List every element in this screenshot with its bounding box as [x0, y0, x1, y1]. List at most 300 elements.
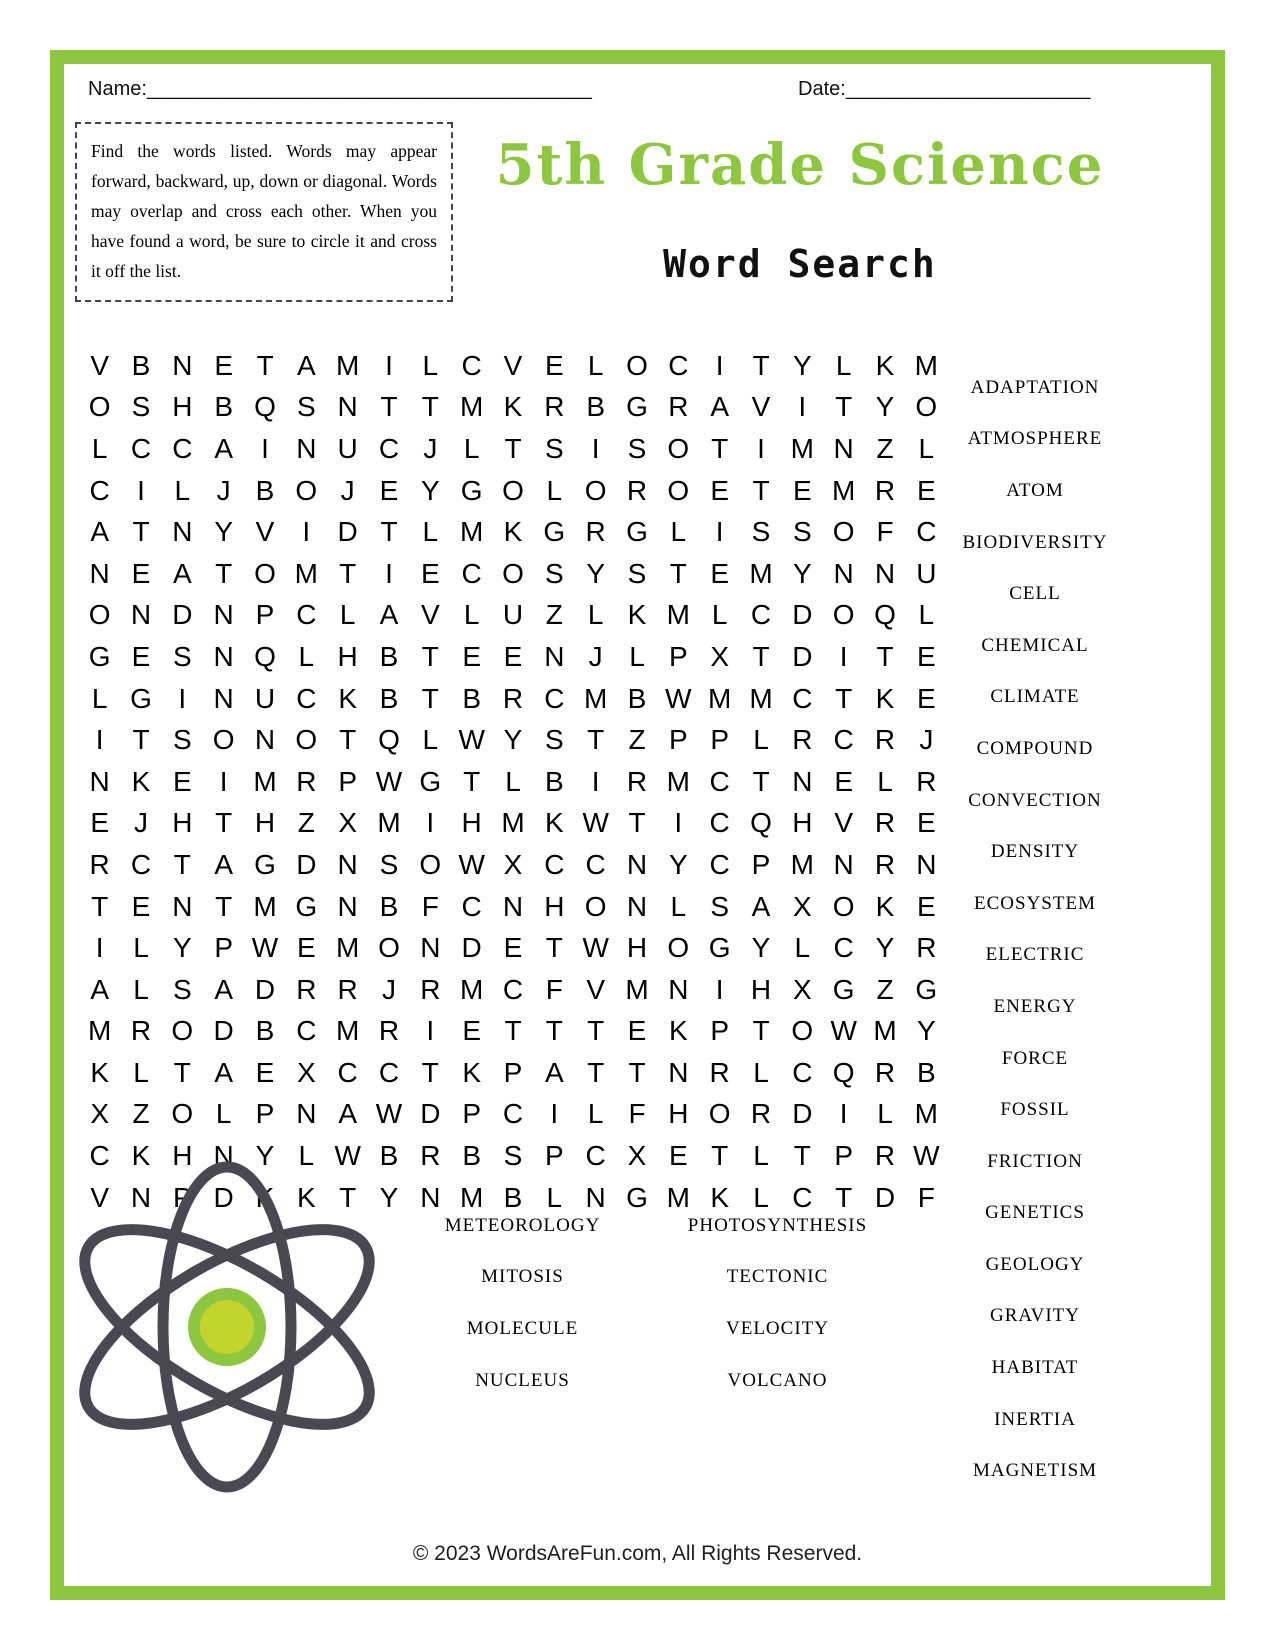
grid-cell: L	[753, 1181, 769, 1213]
page-subtitle: Word Search	[663, 242, 937, 286]
grid-cell: T	[339, 557, 357, 589]
grid-cell: C	[378, 432, 400, 464]
grid-cell: B	[462, 682, 481, 714]
grid-cell: I	[839, 640, 848, 672]
word-list-item: FORCE	[1001, 1047, 1069, 1069]
grid-cell: E	[792, 474, 812, 506]
grid-cell: C	[585, 848, 606, 880]
grid-cell: G	[254, 848, 276, 880]
grid-cell: A	[214, 432, 233, 464]
grid-cell: R	[130, 1015, 152, 1047]
grid-cell: H	[337, 640, 358, 672]
word-list-item: GRAVITY	[989, 1305, 1081, 1327]
grid-cell: N	[213, 599, 234, 631]
grid-cell: C	[337, 1056, 358, 1088]
grid-cell: D	[874, 1181, 896, 1213]
grid-cell: T	[132, 516, 150, 548]
grid-cell: L	[753, 724, 769, 756]
grid-cell: L	[546, 1181, 563, 1213]
word-list-item: MOLECULE	[466, 1317, 579, 1339]
grid-cell: T	[504, 1015, 522, 1047]
grid-cell: O	[295, 724, 318, 756]
word-list-item: BIODIVERSITY	[962, 531, 1108, 553]
grid-cell: T	[835, 682, 853, 714]
grid-cell: L	[670, 516, 687, 548]
grid-cell: L	[133, 932, 149, 964]
grid-cell: T	[587, 724, 605, 756]
grid-cell: C	[544, 848, 565, 880]
grid-cell: E	[916, 640, 936, 672]
grid-cell: V	[586, 973, 605, 1005]
grid-cell: S	[131, 391, 151, 423]
grid-cell: M	[790, 432, 814, 464]
grid-cell: P	[834, 1140, 853, 1172]
grid-cell: M	[749, 682, 773, 714]
grid-cell: P	[668, 724, 688, 756]
grid-cell: I	[715, 349, 724, 381]
grid-cell: Y	[751, 932, 771, 964]
grid-cell: X	[710, 640, 729, 672]
word-list-item: GEOLOGY	[985, 1253, 1085, 1275]
word-list-item: PHOTOSYNTHESIS	[687, 1214, 868, 1236]
grid-cell: C	[502, 1098, 524, 1130]
grid-cell: L	[298, 1140, 315, 1172]
header-row	[88, 78, 1188, 108]
grid-cell: N	[792, 765, 813, 797]
grid-cell: E	[172, 765, 192, 797]
grid-cell: N	[833, 432, 854, 464]
grid-cell: O	[667, 432, 690, 464]
grid-cell: D	[337, 516, 358, 548]
grid-cell: T	[339, 1181, 357, 1213]
grid-cell: Z	[628, 724, 646, 756]
grid-cell: R	[792, 724, 813, 756]
grid-cell: Q	[378, 724, 400, 756]
name-field	[88, 78, 592, 101]
grid-cell: S	[172, 640, 192, 672]
grid-cell: N	[626, 848, 648, 880]
grid-cell: R	[502, 682, 524, 714]
word-list-item: ADAPTATION	[970, 376, 1100, 398]
grid-cell: A	[214, 848, 233, 880]
grid-cell: T	[876, 640, 894, 672]
grid-cell: L	[463, 432, 480, 464]
grid-cell: A	[90, 516, 109, 548]
grid-cell: T	[835, 391, 853, 423]
grid-cell: O	[295, 474, 318, 506]
grid-cell: L	[422, 349, 439, 381]
grid-cell: R	[378, 1015, 400, 1047]
grid-cell: R	[709, 1056, 730, 1088]
word-list-item: MITOSIS	[481, 1266, 564, 1288]
grid-cell: E	[131, 640, 151, 672]
grid-cell: T	[545, 932, 563, 964]
grid-cell: A	[544, 1056, 564, 1088]
grid-cell: B	[379, 682, 399, 714]
grid-cell: C	[296, 682, 317, 714]
grid-cell: C	[130, 848, 152, 880]
word-list-item: HABITAT	[991, 1357, 1079, 1379]
grid-cell: O	[88, 391, 111, 423]
grid-cell: D	[213, 1015, 234, 1047]
grid-cell: S	[172, 724, 192, 756]
grid-cell: S	[296, 391, 316, 423]
grid-cell: N	[130, 599, 152, 631]
grid-cell: M	[666, 765, 690, 797]
grid-cell: M	[914, 1098, 938, 1130]
word-list-side	[935, 362, 1135, 1497]
grid-cell: T	[835, 1181, 853, 1213]
grid-cell: K	[668, 1015, 688, 1047]
grid-cell: M	[253, 765, 277, 797]
grid-cell: L	[918, 599, 935, 631]
grid-cell: G	[130, 682, 152, 714]
word-list-item: VELOCITY	[726, 1317, 829, 1339]
grid-cell: S	[627, 557, 647, 589]
grid-cell: I	[426, 1015, 435, 1047]
grid-cell: B	[379, 1140, 399, 1172]
grid-cell: B	[214, 391, 233, 423]
grid-cell: T	[587, 1056, 605, 1088]
grid-cell: K	[875, 682, 895, 714]
word-list-item: ELECTRIC	[985, 944, 1085, 966]
word-list-item: DENSITY	[990, 841, 1080, 863]
grid-cell: F	[876, 516, 894, 548]
grid-cell: J	[423, 432, 438, 464]
date-label: Date:	[798, 78, 846, 100]
grid-cell: D	[296, 848, 317, 880]
grid-cell: K	[462, 1056, 481, 1088]
grid-cell: I	[95, 932, 104, 964]
grid-cell: X	[296, 1056, 316, 1088]
grid-cell: I	[591, 432, 600, 464]
grid-cell: N	[668, 1056, 689, 1088]
grid-cell: N	[130, 1181, 152, 1213]
grid-cell: Y	[420, 474, 440, 506]
grid-cell: V	[255, 516, 275, 548]
grid-cell: C	[502, 973, 524, 1005]
word-list-item: NUCLEUS	[475, 1369, 570, 1391]
grid-cell: E	[710, 474, 729, 506]
grid-cell: J	[588, 640, 603, 672]
grid-cell: E	[379, 474, 399, 506]
grid-cell: Q	[750, 807, 772, 839]
grid-cell: R	[874, 848, 896, 880]
grid-cell: W	[830, 1015, 857, 1047]
grid-cell: M	[459, 516, 484, 548]
grid-cell: S	[710, 890, 729, 922]
grid-cell: S	[751, 516, 771, 548]
grid-cell: N	[502, 890, 524, 922]
grid-cell: V	[834, 807, 853, 839]
grid-cell: L	[215, 1098, 232, 1130]
grid-cell: F	[917, 1181, 935, 1213]
grid-cell: O	[378, 932, 400, 964]
grid-cell: T	[752, 640, 770, 672]
grid-cell: P	[503, 1056, 523, 1088]
word-list-item: VOLCANO	[727, 1369, 828, 1391]
grid-cell: N	[668, 973, 689, 1005]
grid-cell: D	[254, 973, 276, 1005]
grid-cell: E	[462, 640, 481, 672]
grid-cell: G	[626, 516, 648, 548]
grid-cell: L	[91, 682, 108, 714]
grid-cell: P	[255, 599, 275, 631]
grid-cell: C	[378, 1056, 400, 1088]
grid-cell: T	[711, 1140, 729, 1172]
grid-cell: X	[792, 890, 812, 922]
grid-cell: R	[296, 973, 317, 1005]
word-list-bottom-col1	[395, 1200, 650, 1406]
grid-cell: O	[502, 557, 524, 589]
grid-cell: K	[90, 1056, 109, 1088]
grid-cell: O	[791, 1015, 814, 1047]
grid-cell: E	[916, 682, 936, 714]
grid-cell: R	[544, 391, 565, 423]
grid-cell: E	[296, 932, 316, 964]
grid-cell: C	[833, 724, 854, 756]
grid-cell: E	[627, 1015, 647, 1047]
grid-cell: T	[173, 1056, 191, 1088]
grid-cell: R	[626, 765, 648, 797]
grid-cell: Y	[875, 391, 895, 423]
page-title: 5th Grade Science	[495, 132, 1105, 198]
grid-cell: N	[172, 349, 193, 381]
grid-cell: L	[670, 890, 687, 922]
grid-cell: L	[753, 1140, 769, 1172]
grid-cell: P	[172, 1181, 192, 1213]
word-list-item: INERTIA	[994, 1408, 1076, 1430]
grid-cell: V	[751, 391, 771, 423]
grid-cell: G	[626, 1181, 648, 1213]
grid-cell: B	[131, 349, 151, 381]
grid-cell: C	[296, 1015, 317, 1047]
date-field	[798, 78, 1091, 101]
grid-cell: A	[90, 973, 109, 1005]
grid-cell: K	[503, 516, 523, 548]
grid-cell: L	[587, 1098, 604, 1130]
grid-cell: N	[916, 848, 937, 880]
grid-cell: B	[255, 1015, 275, 1047]
grid-cell: M	[666, 1181, 690, 1213]
grid-cell: L	[711, 599, 728, 631]
grid-cell: Y	[255, 1140, 275, 1172]
word-list-item: COMPOUND	[976, 737, 1094, 759]
grid-cell: N	[833, 557, 854, 589]
grid-cell: F	[545, 973, 563, 1005]
grid-cell: J	[216, 474, 231, 506]
grid-cell: G	[419, 765, 442, 797]
grid-cell: U	[502, 599, 524, 631]
grid-cell: K	[131, 1140, 151, 1172]
grid-cell: T	[793, 1140, 811, 1172]
grid-cell: W	[665, 682, 692, 714]
grid-cell: R	[337, 973, 358, 1005]
grid-cell: D	[792, 640, 813, 672]
grid-cell: M	[625, 973, 649, 1005]
word-list-item: ATMOSPHERE	[967, 428, 1103, 450]
grid-cell: E	[462, 1015, 481, 1047]
grid-cell: R	[874, 474, 896, 506]
grid-cell: J	[919, 724, 934, 756]
grid-cell: D	[792, 599, 813, 631]
grid-cell: M	[749, 557, 773, 589]
grid-cell: O	[626, 349, 648, 381]
grid-cell: R	[420, 973, 441, 1005]
grid-cell: O	[254, 557, 276, 589]
grid-cell: G	[88, 640, 111, 672]
grid-cell: O	[502, 474, 524, 506]
grid-cell: M	[377, 807, 401, 839]
grid-cell: B	[379, 640, 399, 672]
grid-cell: O	[171, 1098, 194, 1130]
grid-cell: D	[172, 599, 193, 631]
grid-cell: O	[708, 1098, 731, 1130]
grid-cell: N	[172, 890, 193, 922]
grid-cell: V	[90, 349, 109, 381]
grid-cell: Y	[172, 932, 192, 964]
grid-cell: B	[503, 1181, 523, 1213]
grid-cell: N	[833, 848, 854, 880]
grid-cell: U	[916, 557, 937, 589]
grid-cell: R	[874, 807, 896, 839]
grid-cell: P	[214, 932, 233, 964]
grid-cell: I	[137, 474, 145, 506]
grid-cell: N	[213, 1140, 234, 1172]
word-list-bottom	[395, 1200, 905, 1406]
grid-cell: K	[131, 765, 151, 797]
grid-cell: T	[752, 349, 770, 381]
grid-cell: J	[133, 807, 148, 839]
grid-cell: W	[375, 765, 403, 797]
grid-cell: E	[916, 474, 936, 506]
grid-cell: X	[503, 848, 523, 880]
grid-cell: N	[89, 557, 110, 589]
grid-cell: Q	[874, 599, 896, 631]
grid-cell: E	[710, 557, 729, 589]
grid-cell: T	[215, 807, 233, 839]
grid-cell: Y	[586, 557, 605, 589]
grid-cell: M	[790, 848, 814, 880]
grid-cell: I	[839, 1098, 848, 1130]
grid-cell: T	[545, 1015, 563, 1047]
grid-cell: A	[296, 349, 316, 381]
grid-cell: M	[459, 973, 484, 1005]
atom-illustration	[52, 1150, 402, 1505]
grid-cell: H	[254, 807, 276, 839]
grid-cell: T	[752, 1015, 770, 1047]
grid-cell: C	[709, 807, 730, 839]
grid-cell: L	[174, 474, 191, 506]
grid-cell: E	[131, 557, 151, 589]
grid-cell: D	[461, 932, 482, 964]
grid-cell: G	[543, 516, 566, 548]
grid-cell: O	[88, 599, 111, 631]
grid-cell: T	[628, 1056, 646, 1088]
grid-cell: W	[582, 807, 609, 839]
grid-cell: F	[421, 890, 439, 922]
grid-cell: Y	[792, 349, 812, 381]
grid-cell: K	[338, 682, 357, 714]
grid-cell: A	[172, 557, 192, 589]
grid-cell: Y	[792, 557, 812, 589]
grid-cell: P	[710, 724, 729, 756]
grid-cell: G	[460, 474, 483, 506]
grid-cell: C	[709, 848, 730, 880]
grid-cell: T	[421, 391, 439, 423]
grid-cell: N	[337, 391, 358, 423]
grid-cell: T	[215, 890, 233, 922]
grid-cell: E	[916, 890, 936, 922]
grid-cell: N	[874, 557, 896, 589]
grid-cell: C	[792, 1181, 813, 1213]
grid-cell: S	[544, 432, 564, 464]
grid-cell: I	[426, 807, 435, 839]
grid-cell: W	[375, 1098, 403, 1130]
grid-cell: T	[173, 848, 191, 880]
grid-cell: P	[544, 1140, 564, 1172]
grid-cell: T	[587, 1015, 605, 1047]
grid-cell: P	[710, 1015, 729, 1047]
grid-cell: N	[420, 932, 441, 964]
name-label: Name:	[88, 78, 147, 100]
grid-cell: R	[585, 516, 606, 548]
grid-cell: M	[914, 349, 938, 381]
grid-cell: R	[626, 474, 648, 506]
grid-cell: T	[132, 724, 150, 756]
grid-cell: V	[90, 1181, 109, 1213]
grid-cell: I	[715, 516, 724, 548]
copyright-text: © 2023 WordsAreFun.com, All Rights Reserved.	[412, 1542, 863, 1565]
word-list-item: MAGNETISM	[972, 1460, 1098, 1482]
grid-cell: T	[421, 1056, 439, 1088]
word-list-item: CONVECTION	[968, 789, 1102, 811]
grid-cell: R	[916, 765, 937, 797]
grid-cell: K	[875, 349, 895, 381]
grid-cell: L	[133, 1056, 149, 1088]
word-list-item: GENETICS	[985, 1202, 1085, 1224]
grid-cell: T	[91, 890, 109, 922]
grid-cell: O	[832, 599, 855, 631]
grid-cell: Z	[545, 599, 563, 631]
grid-cell: B	[627, 682, 647, 714]
grid-cell: Q	[832, 1056, 855, 1088]
grid-cell: R	[668, 391, 689, 423]
grid-cell: S	[627, 432, 647, 464]
grid-cell: H	[750, 973, 772, 1005]
grid-cell: X	[792, 973, 812, 1005]
grid-cell: Z	[132, 1098, 150, 1130]
grid-cell: M	[335, 1015, 360, 1047]
grid-cell: I	[261, 432, 269, 464]
grid-cell: X	[90, 1098, 109, 1130]
grid-cell: H	[172, 1140, 193, 1172]
grid-cell: O	[832, 516, 855, 548]
grid-cell: N	[544, 640, 565, 672]
grid-cell: Q	[254, 391, 276, 423]
grid-cell: T	[215, 557, 233, 589]
grid-cell: E	[503, 640, 523, 672]
grid-cell: A	[338, 1098, 357, 1130]
grid-cell: W	[251, 932, 279, 964]
grid-cell: E	[834, 765, 853, 797]
grid-cell: O	[915, 391, 938, 423]
grid-cell: B	[379, 890, 399, 922]
grid-cell: A	[214, 973, 233, 1005]
grid-cell: N	[337, 890, 358, 922]
grid-cell: M	[666, 599, 690, 631]
grid-cell: L	[505, 765, 521, 797]
